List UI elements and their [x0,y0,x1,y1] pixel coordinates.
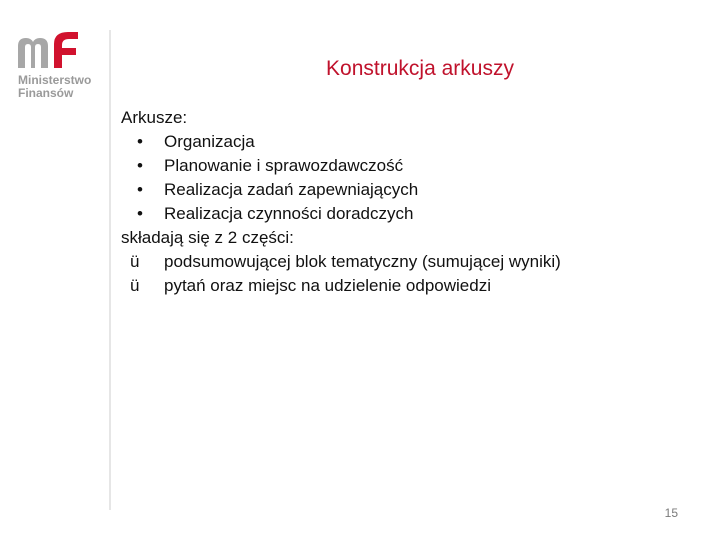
logo-line-2: Finansów [18,86,74,100]
bullet-icon: • [137,204,143,223]
checkmark-icon: ü [130,252,140,271]
check-text: podsumowującej blok tematyczny (sumującej wyniki) [164,252,561,271]
check-text: pytań oraz miejsc na udzielenie odpowiedzi [164,276,491,295]
bullet-item [121,130,711,154]
bullet-item [121,154,711,178]
check-item [121,274,711,298]
slide-content [121,106,711,298]
bullet-text: Realizacja czynności doradczych [164,204,414,223]
ministerstwo-finansow-logo [14,28,102,100]
bullet-text: Realizacja zadań zapewniających [164,180,419,199]
bullet-icon: • [137,156,143,175]
check-item [121,250,711,274]
bullet-icon: • [137,132,143,151]
bullet-text: Planowanie i sprawozdawczość [164,156,404,175]
bullet-text: Organizacja [164,132,255,151]
mf-logo-mark-icon [14,28,94,70]
page-number: 15 [664,506,678,520]
intro-text: Arkusze: [121,108,188,127]
logo-line-1: Ministerstwo [18,73,92,87]
bullet-item [121,178,711,202]
logo-text [14,74,102,100]
checkmark-icon: ü [130,276,140,295]
vertical-divider [109,30,111,510]
bullet-item [121,202,711,226]
subheading-text: składają się z 2 części: [121,228,294,247]
bullet-icon: • [137,180,143,199]
slide-title: Konstrukcja arkuszy [326,57,514,80]
